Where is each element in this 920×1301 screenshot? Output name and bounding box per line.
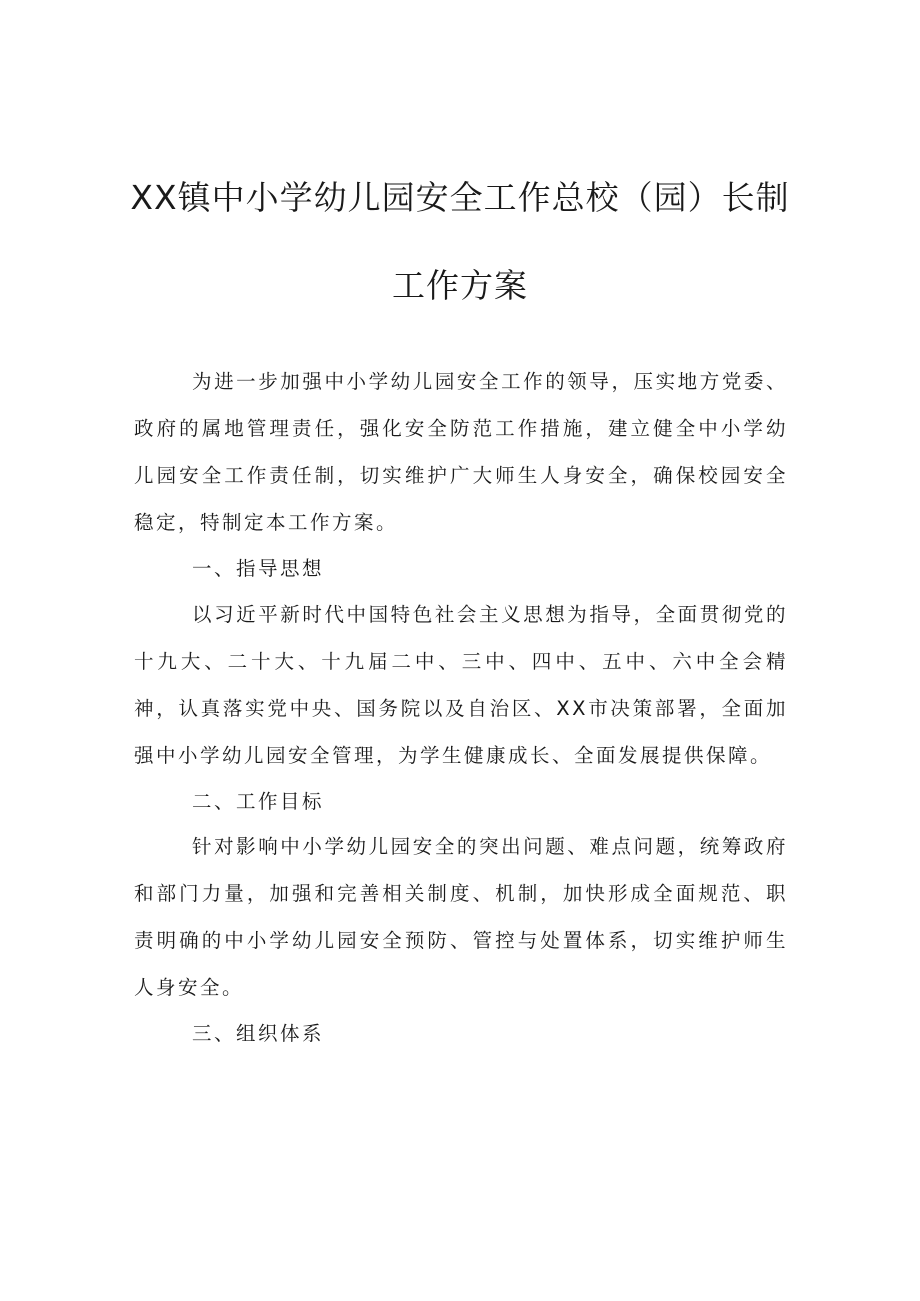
- document-title-line-2: 工作方案: [392, 266, 528, 305]
- intro-paragraph: 为进一步加强中小学幼儿园安全工作的领导，压实地方党委、政府的属地管理责任，强化安全防范工作措施，建立健全中小学幼儿园安全工作责任制，切实维护广大师生人身安全，确保校园安全稳定，特制定本工作方案。: [134, 370, 788, 534]
- section-1-paragraph: 以习近平新时代中国特色社会主义思想为指导，全面贯彻党的十九大、二十大、十九届二中、三中、四中、五中、六中全会精神，认真落实党中央、国务院以及自治区、XX市决策部署，全面加强中小学幼儿园安全管理，为学生健康成长、全面发展提供保障。: [134, 603, 788, 767]
- document-title-line-1: XX镇中小学幼儿园安全工作总校（园）长制: [130, 178, 790, 217]
- section-1-heading: 一、指导思想: [192, 557, 325, 580]
- section-2-paragraph: 针对影响中小学幼儿园安全的突出问题、难点问题，统筹政府和部门力量，加强和完善相关制度、机制，加快形成全面规范、职责明确的中小学幼儿园安全预防、管控与处置体系，切实维护师生人身安全。: [134, 835, 788, 999]
- section-2-heading: 二、工作目标: [192, 790, 325, 813]
- section-3-heading: 三、组织体系: [192, 1022, 325, 1045]
